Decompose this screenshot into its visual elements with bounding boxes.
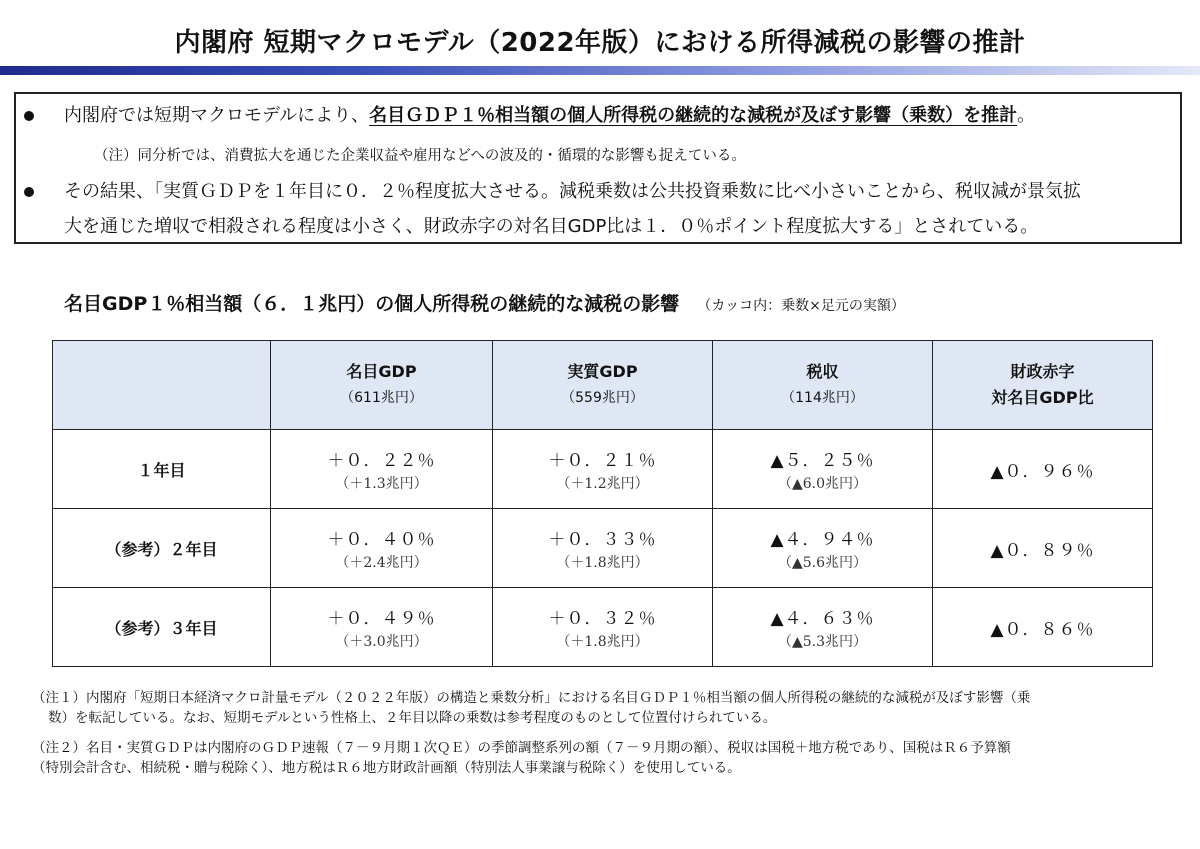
cell-value: ＋０．４９％ — [327, 608, 436, 629]
header-label: 税収 — [806, 362, 839, 381]
cell-real-gdp — [493, 588, 713, 667]
cell-nominal-gdp — [271, 509, 493, 588]
cell-amount: （＋1.8兆円） — [556, 633, 649, 650]
bullet-2-line-1: その結果、「実質ＧＤＰを１年目に０．２％程度拡大させる。減税乗数は公共投資乗数に比べ小さいことから、税収減が景気拡 — [64, 181, 1081, 202]
cell-amount: （▲5.3兆円） — [777, 633, 868, 650]
cell-amount: （＋1.8兆円） — [556, 554, 649, 571]
cell-tax-revenue — [713, 588, 933, 667]
cell-value: ＋０．３２％ — [548, 608, 657, 629]
table-heading — [64, 289, 905, 316]
table-row — [53, 588, 1153, 667]
table-row — [53, 430, 1153, 509]
header-sub: （114兆円） — [781, 390, 864, 406]
header-empty — [53, 341, 271, 430]
footnote-1 — [32, 688, 1030, 728]
table-row — [53, 509, 1153, 588]
cell-amount: （▲5.6兆円） — [777, 554, 868, 571]
title-gradient-bar — [0, 66, 1200, 75]
cell-amount: （＋1.2兆円） — [556, 475, 649, 492]
footnote-1-line-1: （注１）内閣府「短期日本経済マクロ計量モデル（２０２２年版）の構造と乗数分析」における名目ＧＤＰ１％相当額の個人所得税の継続的な減税が及ぼす影響（乗 — [32, 690, 1031, 706]
cell-amount: （＋2.4兆円） — [335, 554, 428, 571]
cell-value: ▲０．８９％ — [990, 540, 1095, 561]
header-nominal-gdp — [271, 341, 493, 430]
header-sub: （559兆円） — [561, 390, 644, 406]
cell-real-gdp — [493, 509, 713, 588]
header-tax-revenue — [713, 341, 933, 430]
header-sub: 対名目GDP比 — [991, 388, 1094, 407]
cell-amount: （＋1.3兆円） — [335, 475, 428, 492]
cell-nominal-gdp — [271, 430, 493, 509]
page-title: 内閣府 短期マクロモデル（2022年版）における所得減税の影響の推計 — [174, 28, 1026, 58]
cell-value: ▲０．９６％ — [990, 461, 1095, 482]
bullet-2-line-2: 大を通じた増収で相殺される程度は小さく、財政赤字の対名目GDP比は１．０％ポイント程度拡大する」とされている。 — [64, 216, 1039, 237]
bullet-1-emphasis: 名目ＧＤＰ１％相当額の個人所得税の継続的な減税が及ぼす影響（乗数）を推計 — [369, 105, 1018, 126]
bullet-1-post: 。 — [1017, 105, 1036, 126]
table-header-row — [53, 341, 1153, 430]
summary-note: （注）同分析では、消費拡大を通じた企業収益や雇用などへの波及的・循環的な影響も捉えている。 — [94, 148, 746, 164]
cell-value: ▲０．８６％ — [990, 619, 1095, 640]
cell-amount: （▲6.0兆円） — [777, 475, 868, 492]
header-real-gdp — [493, 341, 713, 430]
cell-tax-revenue — [713, 430, 933, 509]
cell-value: ＋０．３３％ — [548, 529, 657, 550]
multiplier-table — [52, 340, 1153, 667]
footnote-2-line-1: （注２）名目・実質ＧＤＰは内閣府のＧＤＰ速報（７－９月期１次ＱＥ）の季節調整系列の額（７－９月期の額）、税収は国税＋地方税であり、国税はＲ６予算額 — [32, 740, 1011, 756]
cell-fiscal-deficit — [933, 588, 1153, 667]
row-label: （参考）２年目 — [53, 509, 271, 588]
header-sub: （611兆円） — [340, 390, 423, 406]
cell-value: ＋０．２１％ — [548, 450, 657, 471]
cell-fiscal-deficit — [933, 430, 1153, 509]
header-label: 名目GDP — [346, 362, 417, 381]
cell-tax-revenue — [713, 509, 933, 588]
cell-nominal-gdp — [271, 588, 493, 667]
header-label: 財政赤字 — [1010, 362, 1075, 381]
cell-amount: （＋3.0兆円） — [335, 633, 428, 650]
cell-real-gdp — [493, 430, 713, 509]
row-label: （参考）３年目 — [53, 588, 271, 667]
table-heading-note: （カッコ内：乗数×足元の実額） — [697, 298, 905, 314]
cell-value: ＋０．２２％ — [327, 450, 436, 471]
footnote-2-line-2: （特別会計含む、相続税・贈与税除く）、地方税はＲ６地方財政計画額（特別法人事業譲与税除く）を使用している。 — [32, 760, 741, 776]
cell-value: ▲４．９４％ — [770, 529, 875, 550]
table-heading-main: 名目GDP１％相当額（６．１兆円）の個人所得税の継続的な減税の影響 — [64, 293, 680, 315]
header-fiscal-deficit — [933, 341, 1153, 430]
bullet-dot-icon — [24, 111, 34, 121]
header-label: 実質GDP — [567, 362, 638, 381]
cell-fiscal-deficit — [933, 509, 1153, 588]
cell-value: ＋０．４０％ — [327, 529, 436, 550]
cell-value: ▲４．６３％ — [770, 608, 875, 629]
footnote-1-line-2: 数）を転記している。なお、短期モデルという性格上、２年目以降の乗数は参考程度のものとして位置付けられている。 — [48, 710, 777, 726]
bullet-1-pre: 内閣府では短期マクロモデルにより、 — [64, 105, 370, 126]
row-label: １年目 — [53, 430, 271, 509]
bullet-1-text — [64, 100, 1035, 132]
bullet-dot-icon — [24, 187, 34, 197]
footnote-2 — [32, 738, 1011, 778]
cell-value: ▲５．２５％ — [770, 450, 875, 471]
